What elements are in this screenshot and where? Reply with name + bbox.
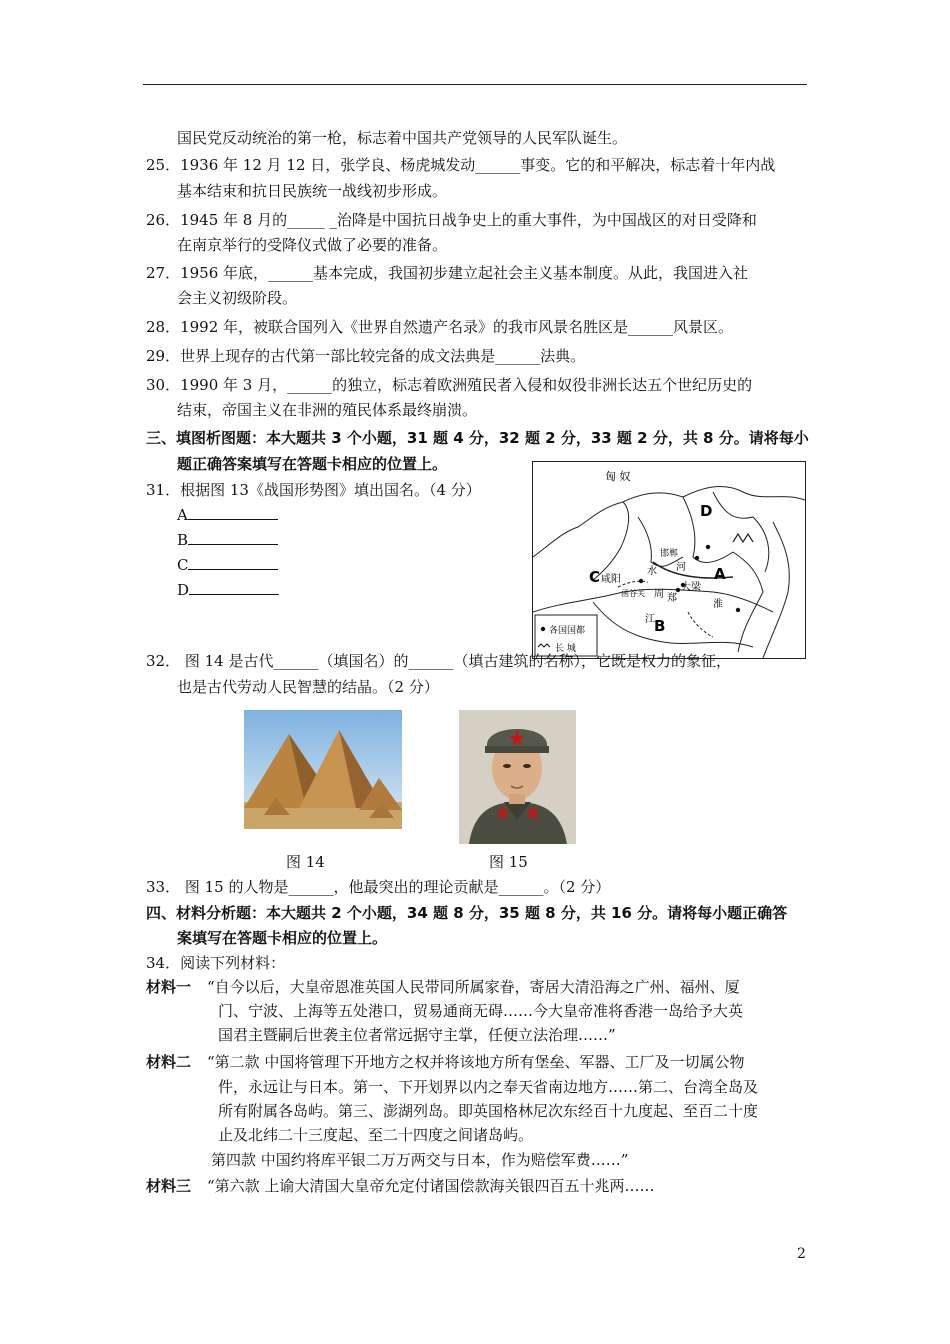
question-32-cont: 也是古代劳动人民智慧的结晶。（2 分） [177,678,439,696]
map-label-xiongnu: 匈 奴 [605,470,631,483]
legend-capital: 各国国都 [549,626,586,636]
answer-B-label: B [177,531,189,549]
material-1-label: 材料一 [146,978,192,996]
map-label-jiang: 江 [645,614,655,625]
map-label-shui: 水 [647,566,657,577]
map-label-daliang: 大梁 [681,582,701,593]
figure-15-caption: 图 15 [489,853,528,871]
section-4-heading-cont: 案填写在答题卡相应的位置上。 [177,929,388,947]
question-29: 29．世界上现存的古代第一部比较完备的成文法典是______法典。 [146,347,586,365]
portrait-image [459,710,576,844]
answer-C [177,555,278,575]
question-25-cont: 基本结束和抗日民族统一战线初步形成。 [177,182,448,200]
map-label-zheng: 郑 [667,593,677,604]
question-25: 25．1936 年 12 月 12 日，张学良、杨虎城发动______事变。它的和平解决，标志着十年内战 [146,156,776,174]
question-26-cont: 在南京举行的受降仪式做了必要的准备。 [177,236,448,254]
material-2-line: 件，永远让与日本。第一、下开划界以内之奉天省南边地方……第二、台湾全岛及 [218,1078,759,1096]
answer-A-blank [188,505,278,520]
question-27: 27．1956 年底，______基本完成，我国初步建立起社会主义基本制度。从此，我国进入社 [146,264,749,282]
answer-D-label: D [177,581,190,599]
map-label-huai: 淮 [713,599,723,610]
question-34: 34．阅读下列材料： [146,954,286,972]
warring-states-map [532,461,806,659]
question-33: 33． 图 15 的人物是______，他最突出的理论贡献是______。（2 分） [146,878,611,896]
answer-C-label: C [177,556,189,574]
question-31: 31．根据图 13《战国形势图》填出国名。（4 分） [146,481,481,499]
question-27-cont: 会主义初级阶段。 [177,289,298,307]
answer-A [177,505,278,525]
material-3-label: 材料三 [146,1177,192,1195]
map-label-xianyang: 咸阳 [601,574,621,585]
material-1-line: “自今以后，大皇帝恩准英国人民带同所属家眷，寄居大清沿海之广州、福州、厦 [207,978,740,996]
answer-B-blank [188,530,278,545]
map-label-B: B [654,617,666,635]
figure-14-caption: 图 14 [286,853,325,871]
section-3-heading-cont: 题正确答案填写在答题卡相应的位置上。 [177,455,448,473]
map-label-handan: 邯郸 [660,549,679,559]
legend-wall: 长 城 [555,644,576,654]
question-26: 26．1945 年 8 月的_____ _治降是中国抗日战争史上的重大事件，为中国战区的对日受降和 [146,211,757,229]
material-2-line: 所有附属各岛屿。第三、澎湖列岛。即英国格林尼次东经百十九度起、至百二十度 [218,1102,759,1120]
pyramids-image [244,710,402,829]
answer-A-label: A [177,506,188,524]
portrait-drawing [459,710,576,844]
header-rule [143,84,807,85]
map-label-D: D [700,502,713,520]
map-label-zhou: 周 [654,589,664,600]
material-3-line: “第六款 上谕大清国大皇帝允定付诸国偿款海关银四百五十兆两…… [207,1177,655,1195]
material-1-line: 门、宁波、上海等五处港口，贸易通商无碍……今大皇帝准将香港一岛给予大英 [218,1002,744,1020]
material-2-label: 材料二 [146,1053,192,1071]
answer-D [177,580,279,600]
question-32: 32． 图 14 是古代______（填国名）的______（填古建筑的名称），它既是权力的象征， [146,652,731,670]
answer-D-blank [189,580,279,595]
material-2-line: 止及北纬二十三度起、至二十四度之间诸岛屿。 [218,1126,534,1144]
map-label-he: 河 [676,562,686,573]
pyramids-drawing [244,710,402,829]
material-2-line: “第二款 中国将管理下开地方之权并将该地方所有堡垒、军器、工厂及一切属公物 [207,1053,745,1071]
map-label-A: A [714,565,726,583]
map-label-hanguguan: 函谷关 [621,589,645,598]
answer-C-blank [188,555,278,570]
map-drawing [533,462,805,658]
question-30: 30．1990 年 3 月，______的独立，标志着欧洲殖民者入侵和奴役非洲长达五个世纪历史的 [146,376,753,394]
material-2-line: 第四款 中国约将库平银二万万两交与日本，作为赔偿军费……” [211,1151,629,1169]
page-number: 2 [797,1246,806,1262]
section-3-heading: 三、填图析图题：本大题共 3 个小题，31 题 4 分，32 题 2 分，33 题 2 分，共 8 分。请将每小 [146,429,809,447]
question-30-cont: 结束，帝国主义在非洲的殖民体系最终崩溃。 [177,401,478,419]
question-28: 28．1992 年，被联合国列入《世界自然遗产名录》的我市风景名胜区是______风景区。 [146,318,734,336]
map-label-C: C [589,568,601,586]
answer-B [177,530,278,550]
section-4-heading: 四、材料分析题：本大题共 2 个小题，34 题 8 分，35 题 8 分，共 16 分。请将每小题正确答 [146,904,788,922]
text-line: 国民党反动统治的第一枪，标志着中国共产党领导的人民军队诞生。 [177,129,628,147]
capital-legend-icon [541,627,545,631]
material-1-line: 国君主暨嗣后世袭主位者常远据守主掌，任便立法治理……” [218,1026,616,1044]
